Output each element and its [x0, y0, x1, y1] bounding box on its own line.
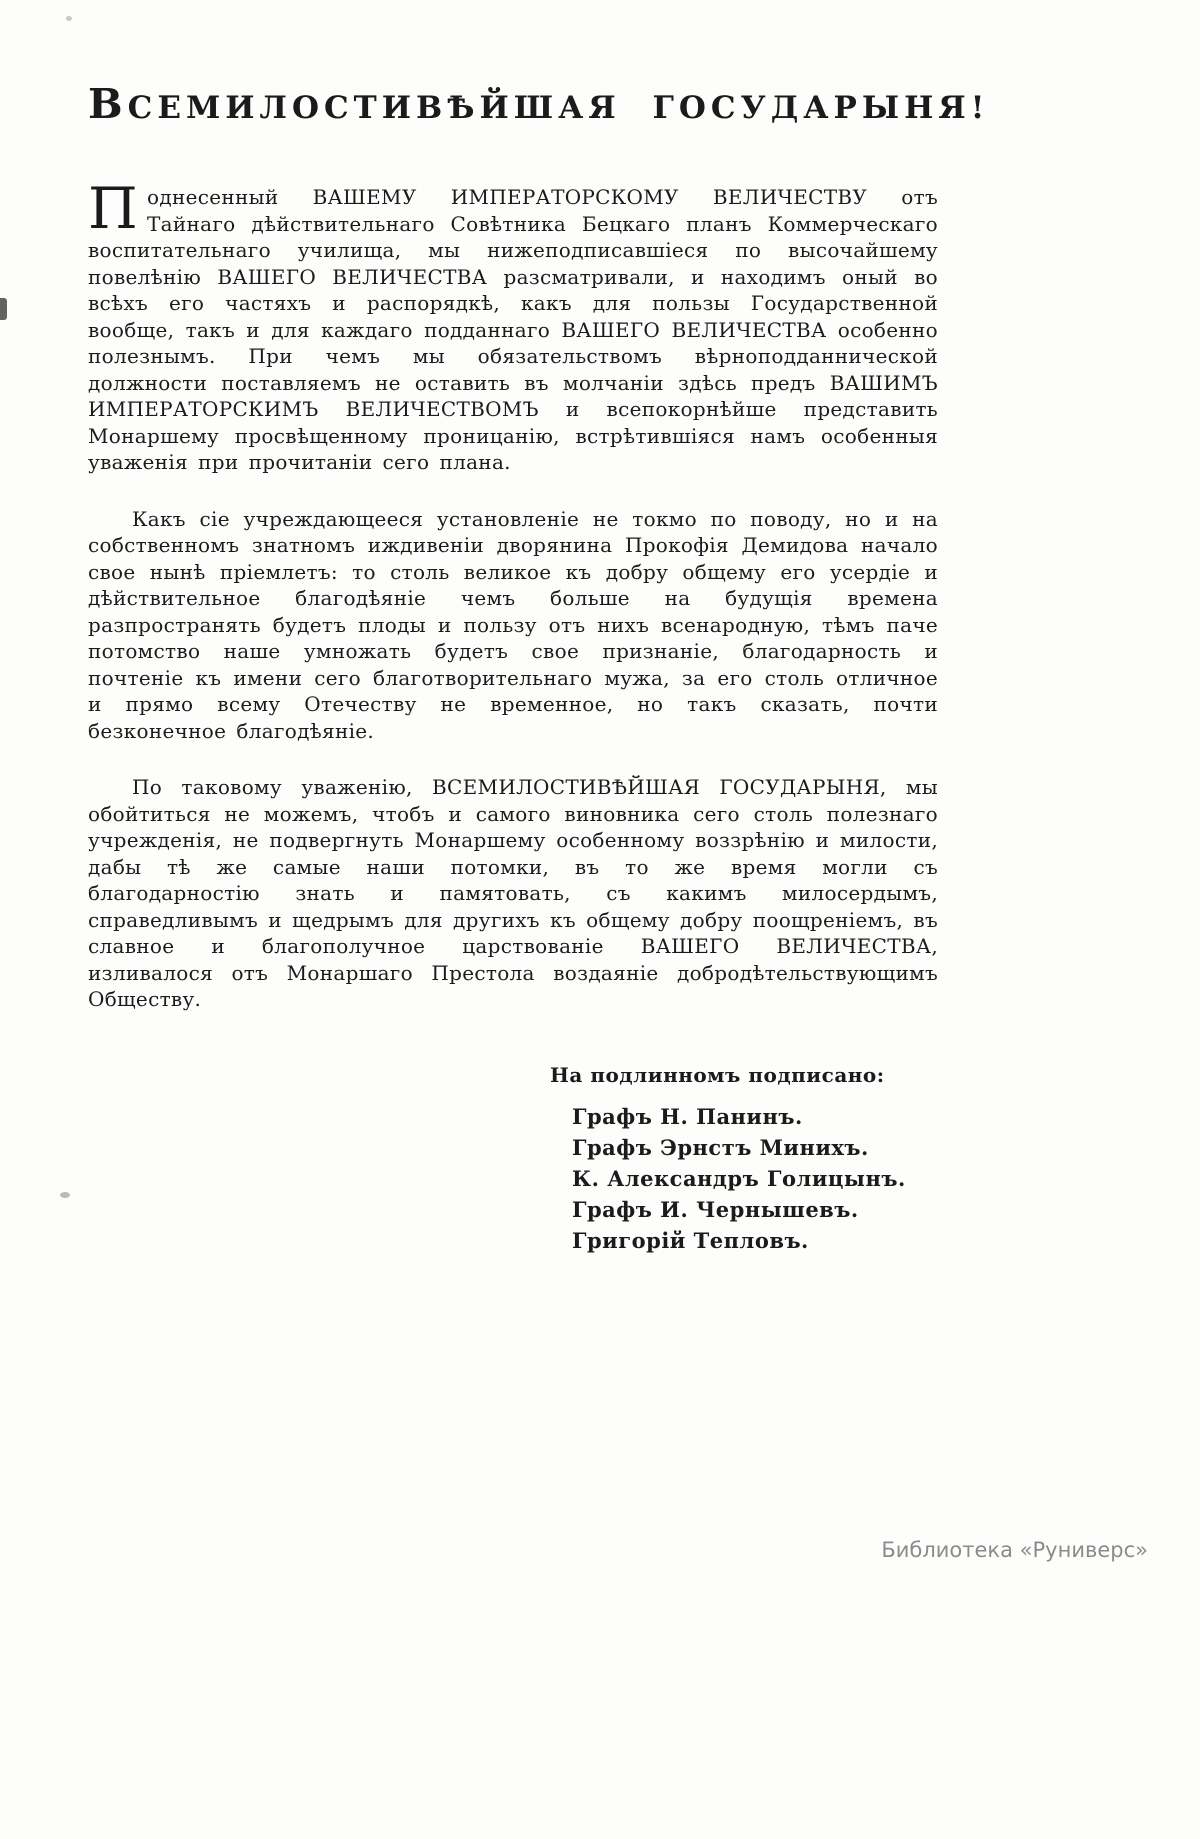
signature-heading: На подлинномъ подписано: [550, 1062, 885, 1087]
library-watermark: Библиотека «Руниверс» [881, 1538, 1148, 1562]
paragraph-1 [88, 176, 938, 476]
signature-name: Графъ И. Чернышевъ. [572, 1196, 859, 1222]
scan-artifact [60, 1192, 70, 1198]
scan-artifact [0, 298, 7, 320]
signature-list [572, 1101, 938, 1256]
signature-name: Графъ Н. Панинъ. [572, 1103, 803, 1129]
signature-name: К. Александръ Голицынъ. [572, 1165, 906, 1191]
paragraph-1-text: однесенный ВАШЕМУ ИМПЕРАТОРСКОМУ ВЕЛИЧЕСТВУ отъ Тайнаго дѣйствительнаго Совѣтника Бецкаго планъ Коммерческаго воспитательнаго училища, мы нижеподписавшіеся по высочайшему повелѣнію ВАШЕГО ВЕЛИЧЕСТВА разсматривали, и находимъ оный во всѣхъ его частяхъ и распорядкѣ, какъ для пользы Государственной вообще, такъ и для каждаго подданнаго ВАШЕГО ВЕЛИЧЕСТВА особенно полезнымъ. При чемъ мы обязательствомъ вѣрноподданнической должности поставляемъ не оставить въ молчаніи здѣсь предъ ВАШИМЪ ИМПЕРАТОРСКИМЪ ВЕЛИЧЕСТВОМЪ и всепокорнѣйше представить Монаршему просвѣщенному проницанію, встрѣтившіяся намъ особенныя уваженія при прочитаніи сего плана. [88, 185, 938, 474]
signature-block [550, 1063, 938, 1256]
paragraph-3: По таковому уваженію, ВСЕМИЛОСТИВѢЙШАЯ ГОСУДАРЫНЯ, мы обойтиться не можемъ, чтобъ и самого виновника сего столь полезнаго учрежденія, не подвергнуть Монаршему особенному воззрѣнію и милости, дабы тѣ же самые наши потомки, въ то же время могли съ благодарностію знать и памятовать, съ какимъ милосердымъ, справедливымъ и щедрымъ для другихъ къ общему добру поощреніемъ, въ славное и благополучное царствованіе ВАШЕГО ВЕЛИЧЕСТВА, изливалося отъ Монаршаго Престола воздаяніе добродѣтельствующимъ Обществу. [88, 775, 938, 1011]
page-title: ВСЕМИЛОСТИВѢЙШАЯ ГОСУДАРЫНЯ! [88, 80, 990, 128]
signature-name: Григорій Тепловъ. [572, 1227, 809, 1253]
scan-artifact [66, 16, 72, 21]
signature-name: Графъ Эрнстъ Минихъ. [572, 1134, 869, 1160]
document-content [88, 80, 990, 1256]
dropcap-initial: П [88, 176, 139, 242]
paragraph-2: Какъ сіе учреждающееся установленіе не токмо по поводу, но и на собственномъ знатномъ иждивеніи дворянина Прокофія Демидова начало свое нынѣ пріемлетъ: то столь великое къ добру общему его усердіе и дѣйствительное благодѣяніе чемъ больше на будущія времена разпространять будетъ плоды и пользу отъ нихъ всенародную, тѣмъ паче потомство наше умножать будетъ свое признаніе, благодарность и почтеніе къ имени сего благотворительнаго мужа, за его столь отличное и прямо всему Отечеству не временное, но такъ сказать, почти безконечное благодѣяніе. [88, 506, 938, 743]
